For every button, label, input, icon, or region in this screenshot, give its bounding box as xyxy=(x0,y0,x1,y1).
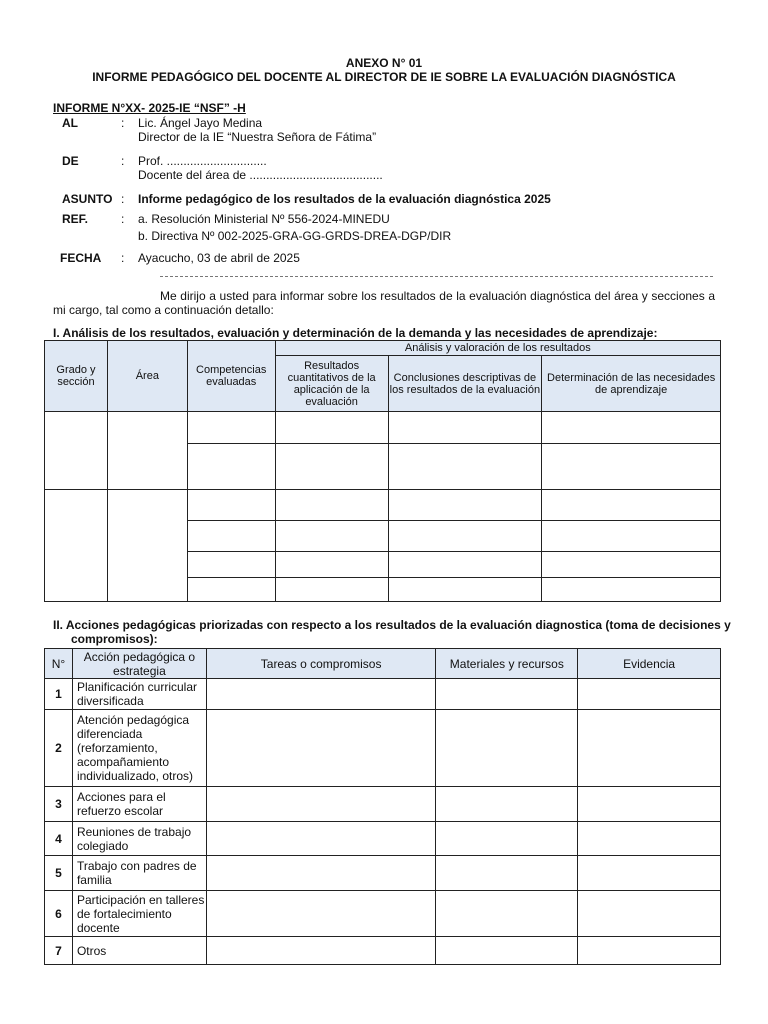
col-competencias: Competencias evaluadas xyxy=(187,341,275,412)
cell[interactable] xyxy=(542,412,721,444)
col-necesidades: Determinación de las necesidades de aprendizaje xyxy=(542,356,721,412)
row-action: Atención pedagógica diferenciada (reforzamiento, acompañamiento individualizado, otros) xyxy=(72,710,206,787)
cell[interactable] xyxy=(187,490,275,521)
cell[interactable] xyxy=(206,822,436,856)
report-title: INFORME PEDAGÓGICO DEL DOCENTE AL DIRECTOR DE IE SOBRE LA EVALUACIÓN DIAGNÓSTICA xyxy=(92,70,676,84)
de-colon: : xyxy=(121,154,125,168)
cell[interactable] xyxy=(578,822,721,856)
section2-heading-line1: II. Acciones pedagógicas priorizadas con respecto a los resultados de la evaluación diagnostica (toma de decisiones y xyxy=(53,618,731,632)
cell[interactable] xyxy=(578,710,721,787)
cell-grado-a[interactable] xyxy=(45,412,108,490)
col-tareas: Tareas o compromisos xyxy=(206,649,436,679)
row-action: Reuniones de trabajo colegiado xyxy=(72,822,206,856)
row-number: 2 xyxy=(45,710,73,787)
row-number: 5 xyxy=(45,856,73,891)
row-number: 4 xyxy=(45,822,73,856)
cell[interactable] xyxy=(436,710,578,787)
table-row xyxy=(45,856,721,891)
fecha-colon: : xyxy=(121,251,125,265)
col-accion: Acción pedagógica o estrategia xyxy=(72,649,206,679)
ref-line-b: b. Directiva Nº 002-2025-GRA-GG-GRDS-DREA-DGP/DIR xyxy=(138,229,452,243)
intro-paragraph xyxy=(53,289,715,317)
col-evidencia: Evidencia xyxy=(578,649,721,679)
table-row xyxy=(45,679,721,710)
cell[interactable] xyxy=(275,444,388,490)
cell[interactable] xyxy=(206,710,436,787)
cell[interactable] xyxy=(436,891,578,937)
cell[interactable] xyxy=(187,412,275,444)
cell[interactable] xyxy=(206,937,436,965)
cell-area-a[interactable] xyxy=(107,412,187,490)
cell[interactable] xyxy=(275,490,388,521)
row-action: Otros xyxy=(72,937,206,965)
col-grado-seccion: Grado y sección xyxy=(45,341,108,412)
asunto-label: ASUNTO xyxy=(62,192,113,206)
cell[interactable] xyxy=(578,937,721,965)
asunto-value: Informe pedagógico de los resultados de la evaluación diagnóstica 2025 xyxy=(138,192,551,206)
fecha-label: FECHA xyxy=(60,251,102,265)
cell[interactable] xyxy=(388,552,542,578)
table-row xyxy=(45,710,721,787)
cell[interactable] xyxy=(436,822,578,856)
cell[interactable] xyxy=(206,679,436,710)
col-numero: N° xyxy=(45,649,73,679)
row-action: Trabajo con padres de familia xyxy=(72,856,206,891)
col-area: Área xyxy=(107,341,187,412)
actions-table xyxy=(44,648,721,965)
cell[interactable] xyxy=(275,578,388,602)
row-number: 6 xyxy=(45,891,73,937)
table-row xyxy=(45,822,721,856)
de-area: Docente del área de ........................................ xyxy=(138,168,383,182)
cell[interactable] xyxy=(578,679,721,710)
section1-heading: I. Análisis de los resultados, evaluación y determinación de la demanda y las necesidades de aprendizaje: xyxy=(53,326,658,340)
section2-heading-line2: compromisos): xyxy=(71,632,158,646)
de-label: DE xyxy=(62,154,79,168)
cell[interactable] xyxy=(436,679,578,710)
de-name: Prof. .............................. xyxy=(138,154,267,168)
separator-line xyxy=(160,276,713,277)
cell[interactable] xyxy=(436,856,578,891)
cell[interactable] xyxy=(187,578,275,602)
report-number: INFORME N°XX- 2025-IE “NSF” -H xyxy=(53,101,246,115)
col-resultados: Resultados cuantitativos de la aplicación de la evaluación xyxy=(275,356,388,412)
cell[interactable] xyxy=(187,521,275,552)
table-row xyxy=(45,937,721,965)
group-header-analisis: Análisis y valoración de los resultados xyxy=(275,341,720,356)
ref-colon: : xyxy=(121,212,125,226)
row-action: Participación en talleres de fortalecimiento docente xyxy=(72,891,206,937)
cell[interactable] xyxy=(275,552,388,578)
cell[interactable] xyxy=(388,521,542,552)
cell-area-b[interactable] xyxy=(107,490,187,602)
row-action: Acciones para el refuerzo escolar xyxy=(72,787,206,822)
cell[interactable] xyxy=(436,787,578,822)
ref-label: REF. xyxy=(62,212,89,226)
cell[interactable] xyxy=(206,787,436,822)
asunto-colon: : xyxy=(121,192,125,206)
fecha-value: Ayacucho, 03 de abril de 2025 xyxy=(138,251,300,265)
row-number: 7 xyxy=(45,937,73,965)
cell[interactable] xyxy=(578,891,721,937)
cell[interactable] xyxy=(388,490,542,521)
intro-text: Me dirijo a usted para informar sobre los resultados de la evaluación diagnóstica del área y secciones a mi cargo, tal como a continuación detallo: xyxy=(53,289,715,317)
col-materiales: Materiales y recursos xyxy=(436,649,578,679)
cell[interactable] xyxy=(388,444,542,490)
cell[interactable] xyxy=(388,578,542,602)
col-conclusiones: Conclusiones descriptivas de los resultados de la evaluación xyxy=(388,356,542,412)
cell[interactable] xyxy=(542,444,721,490)
row-action: Planificación curricular diversificada xyxy=(72,679,206,710)
cell[interactable] xyxy=(542,521,721,552)
analysis-table xyxy=(44,340,721,602)
cell[interactable] xyxy=(542,552,721,578)
al-label: AL xyxy=(62,116,78,130)
cell[interactable] xyxy=(388,412,542,444)
table-row xyxy=(45,891,721,937)
cell[interactable] xyxy=(275,521,388,552)
cell[interactable] xyxy=(275,412,388,444)
cell-grado-b[interactable] xyxy=(45,490,108,602)
al-name: Lic. Ángel Jayo Medina xyxy=(138,116,263,130)
cell[interactable] xyxy=(187,444,275,490)
cell[interactable] xyxy=(542,578,721,602)
annex-title: ANEXO N° 01 xyxy=(345,56,423,70)
cell[interactable] xyxy=(578,787,721,822)
row-number: 3 xyxy=(45,787,73,822)
cell[interactable] xyxy=(187,552,275,578)
al-position: Director de la IE “Nuestra Señora de Fátima” xyxy=(138,130,377,144)
cell[interactable] xyxy=(206,891,436,937)
cell[interactable] xyxy=(542,490,721,521)
table-row xyxy=(45,787,721,822)
al-colon: : xyxy=(121,116,125,130)
ref-line-a: a. Resolución Ministerial Nº 556-2024-MINEDU xyxy=(138,212,390,226)
cell[interactable] xyxy=(578,856,721,891)
row-number: 1 xyxy=(45,679,73,710)
cell[interactable] xyxy=(436,937,578,965)
cell[interactable] xyxy=(206,856,436,891)
